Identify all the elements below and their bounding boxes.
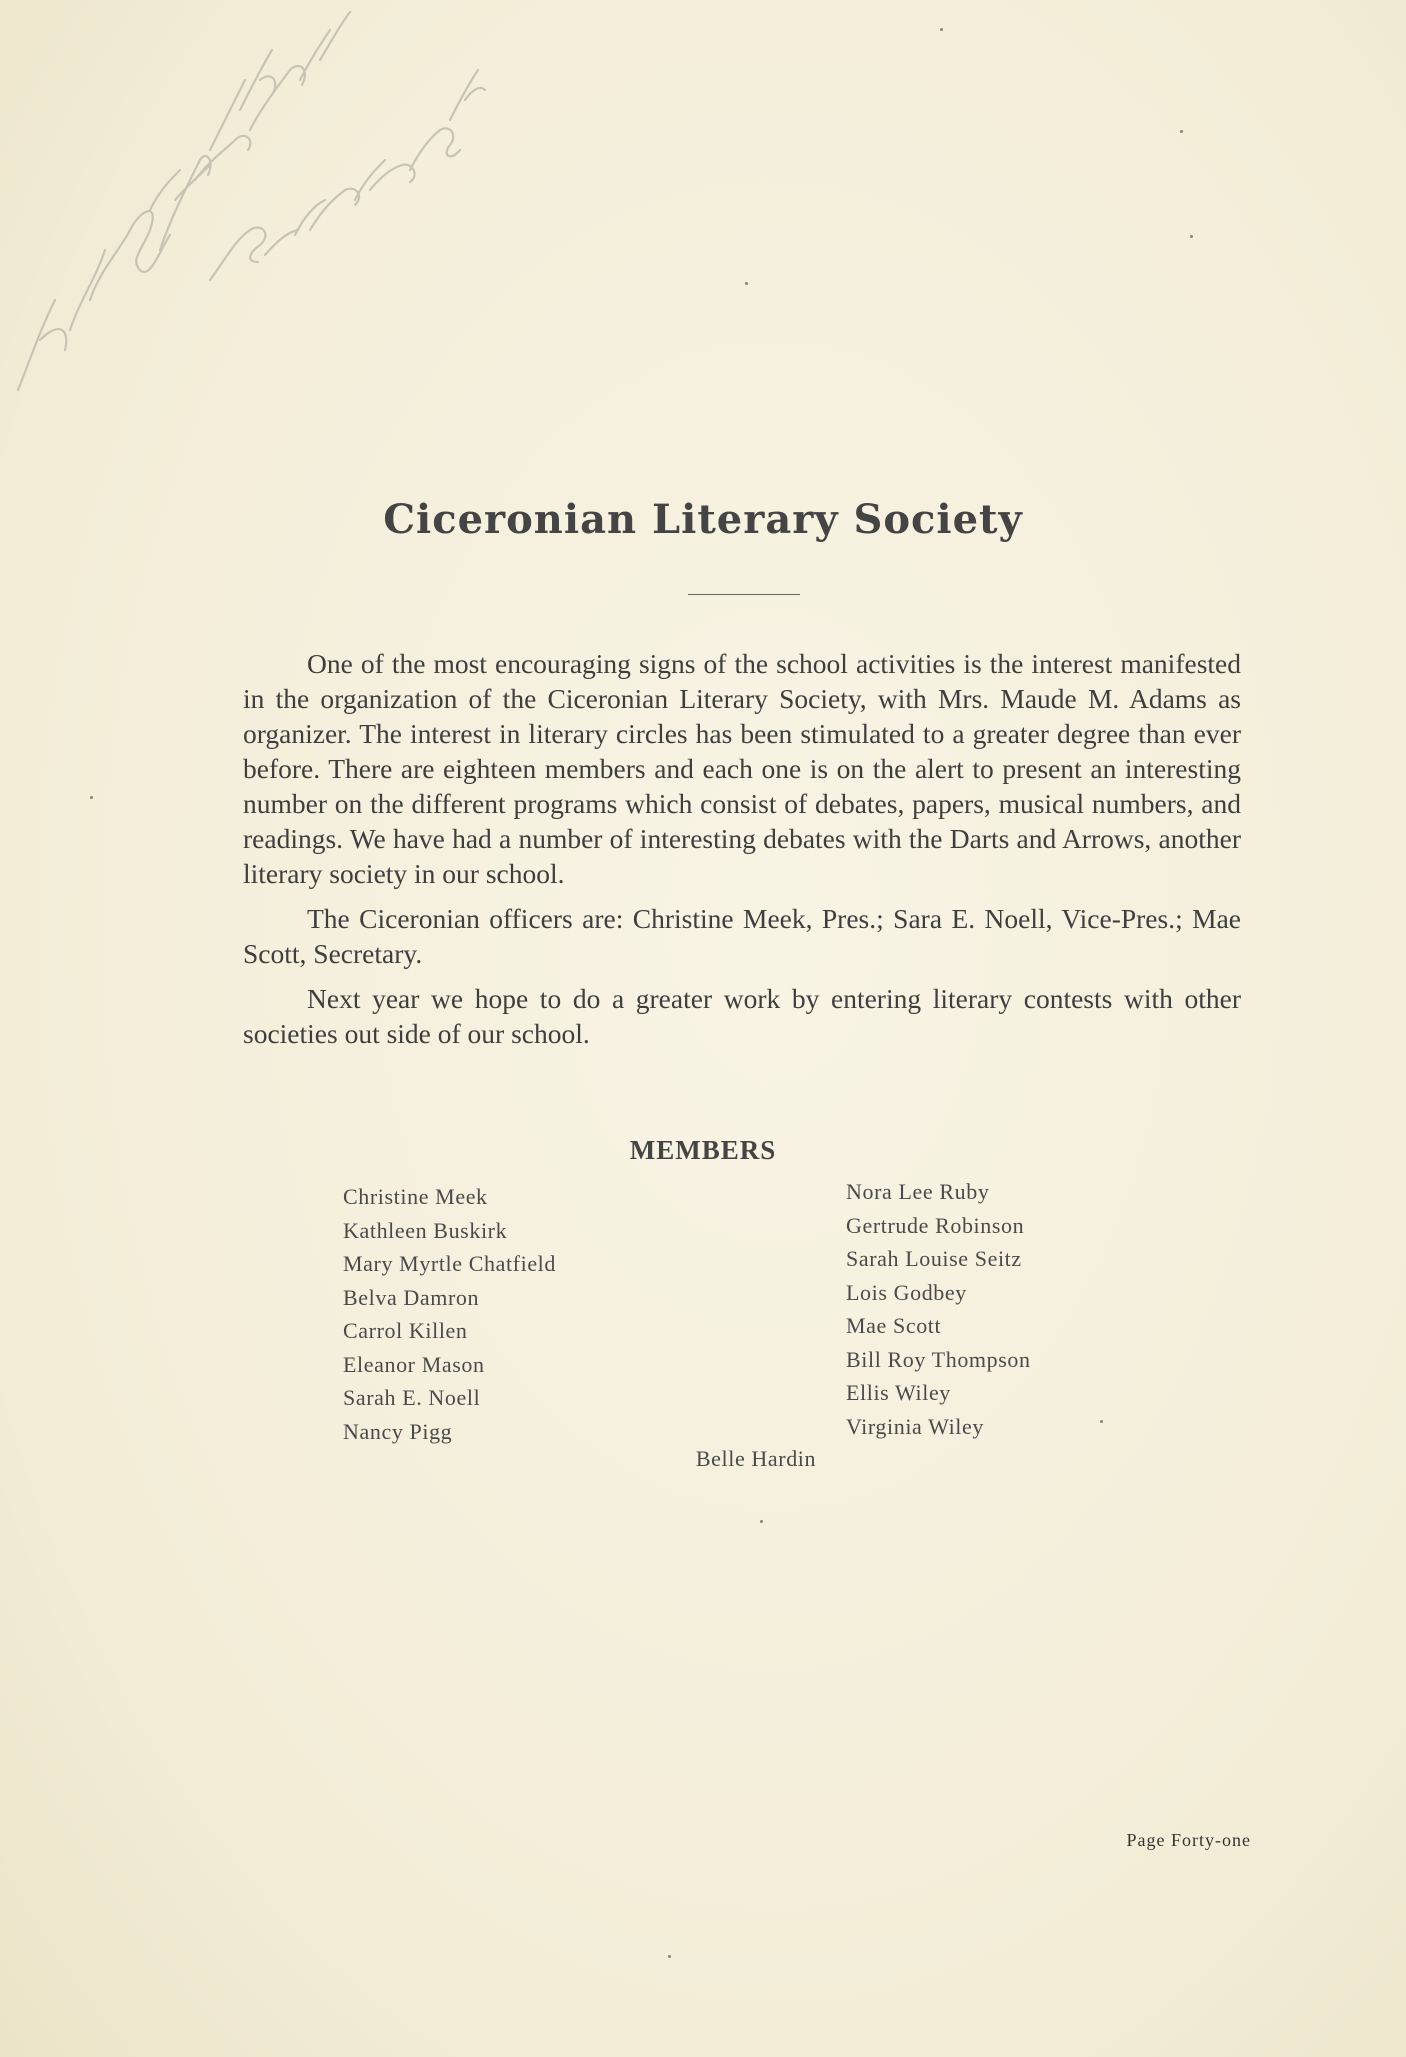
member-name: Ellis Wiley: [846, 1380, 951, 1405]
article-body: [243, 646, 1241, 1061]
member-name: Mary Myrtle Chatfield: [343, 1251, 556, 1276]
member-name: Mae Scott: [846, 1313, 942, 1338]
member-name: Belva Damron: [343, 1284, 480, 1310]
member-name: Sarah Louise Seitz: [846, 1246, 1022, 1271]
page-title: Ciceronian Literary Society: [383, 496, 1023, 543]
page-number: Page Forty-one: [1126, 1830, 1251, 1850]
paragraph-intro: One of the most encouraging signs of the school activities is the interest manifested in the organization of the Ciceronian Literary Society, with Mrs. Maude M. Adams as organizer. The interest in literary circles has been stimulated to a greater degree than ever before. There are eighteen members and each one is on the alert to present an interesting number on the different programs which consist of debates, papers, musical numbers, and readings. We have had a number of interesting debates with the Darts and Arrows, another literary society in our school.: [243, 648, 1241, 889]
member-name: Bill Roy Thompson: [846, 1346, 1031, 1372]
member-name: Sarah E. Noell: [343, 1385, 481, 1410]
members-heading: MEMBERS: [629, 1135, 777, 1165]
member-name: Eleanor Mason: [343, 1351, 485, 1377]
member-name: Carrol Killen: [343, 1318, 468, 1343]
member-name: Kathleen Buskirk: [343, 1217, 508, 1243]
member-name: Virginia Wiley: [846, 1413, 984, 1439]
member-name-centered: Belle Hardin: [695, 1446, 817, 1471]
members-list-left: [343, 1180, 556, 1448]
member-name: Nora Lee Ruby: [846, 1179, 990, 1204]
member-name: Nancy Pigg: [343, 1418, 453, 1444]
members-list-right: [846, 1175, 1031, 1443]
member-name: Gertrude Robinson: [846, 1212, 1025, 1238]
paragraph-next-year: Next year we hope to do a greater work by entering literary contests with other societies out side of our school.: [243, 983, 1241, 1049]
paragraph-officers: The Ciceronian officers are: Christine Meek, Pres.; Sara E. Noell, Vice-Pres.; Mae Scott, Secretary.: [243, 903, 1241, 969]
handwritten-signature: [10, 0, 490, 420]
member-name: Christine Meek: [343, 1184, 488, 1209]
title-divider: [688, 594, 800, 595]
member-name: Lois Godbey: [846, 1279, 967, 1305]
